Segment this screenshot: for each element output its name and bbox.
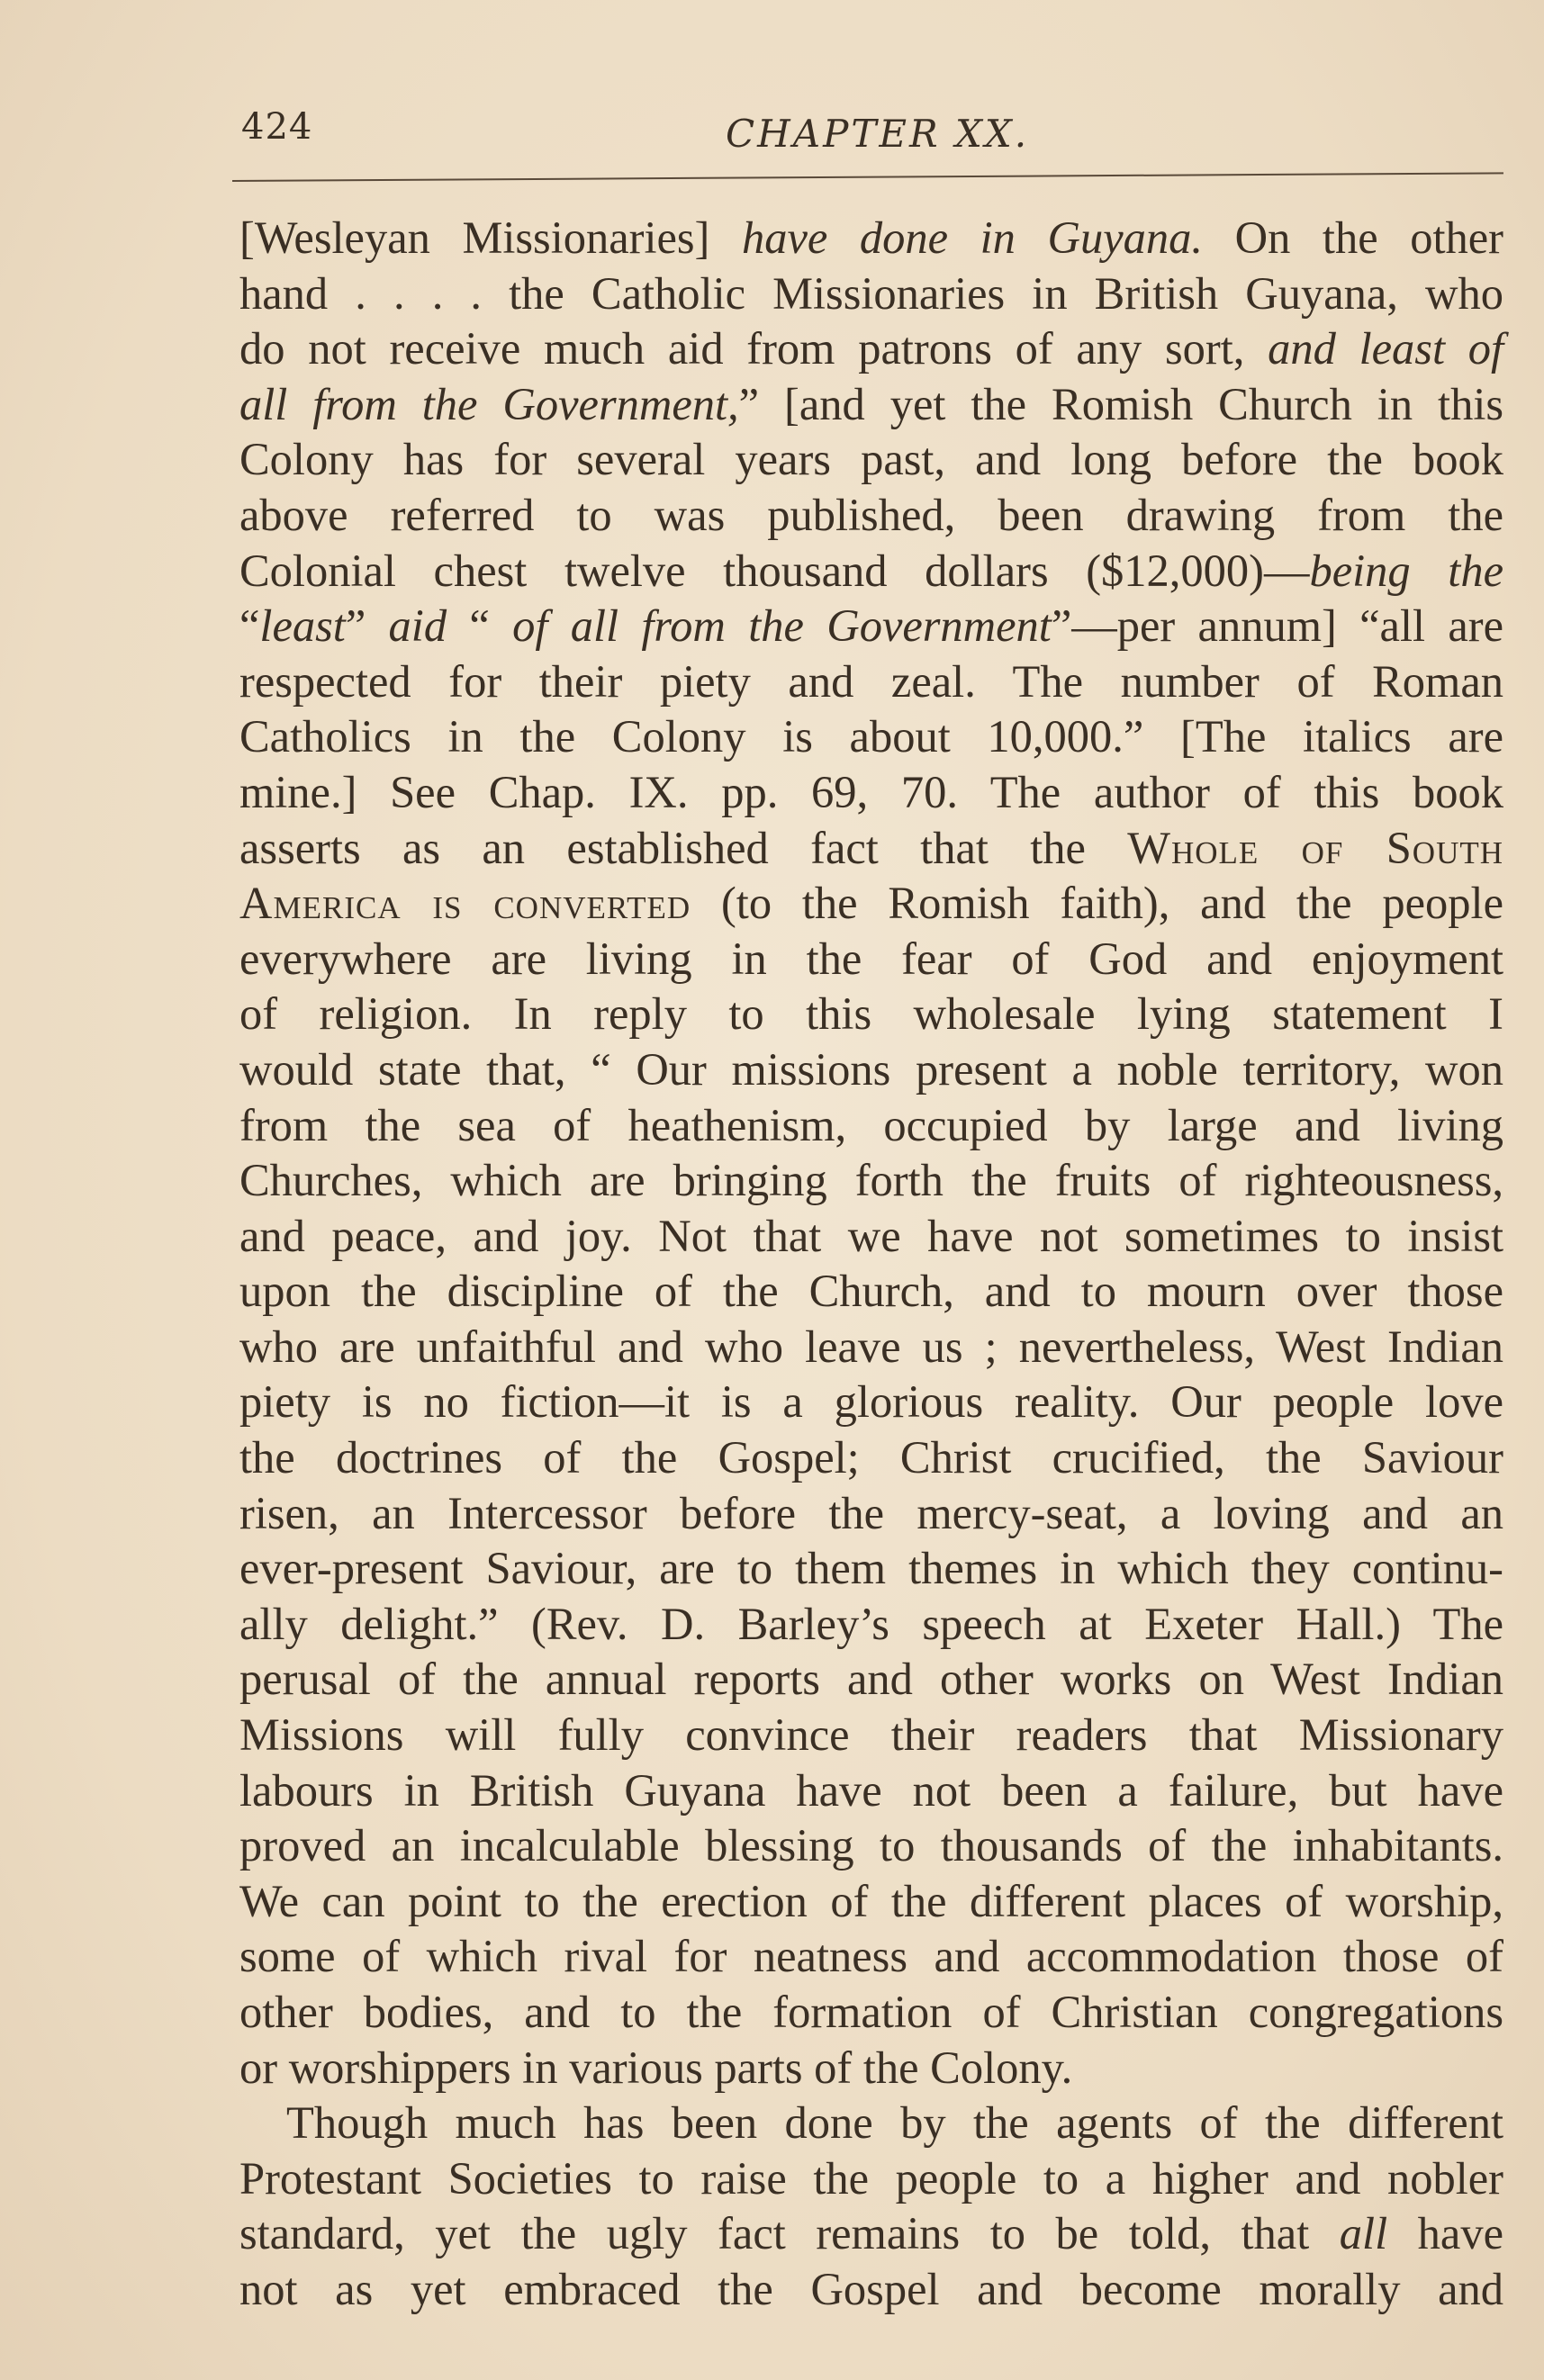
text-line bbox=[239, 1708, 1503, 1763]
text-segment: labours in British Guyana have not been a failure, but have bbox=[239, 1764, 1503, 1816]
text-segment: aid bbox=[388, 600, 447, 652]
text-segment: “ bbox=[447, 600, 513, 652]
text-segment: some of which rival for neatness and accommodation those of bbox=[239, 1931, 1503, 1982]
text-line bbox=[239, 654, 1503, 710]
text-line bbox=[239, 987, 1503, 1042]
text-line bbox=[239, 709, 1503, 765]
text-segment: who are unfaithful and who leave us ; nevertheless, West Indian bbox=[239, 1321, 1503, 1372]
text-line bbox=[239, 1818, 1503, 1874]
text-segment: Colonial chest twelve thousand dollars ($12,000)— bbox=[239, 545, 1310, 596]
text-segment: [Wesleyan Missionaries] bbox=[239, 212, 742, 263]
text-segment: asserts as an established fact that the bbox=[239, 822, 1128, 873]
text-line bbox=[239, 321, 1503, 377]
text-segment: America is converted bbox=[239, 878, 691, 929]
text-segment: least bbox=[259, 600, 346, 652]
page-header bbox=[241, 106, 1502, 160]
text-segment: other bodies, and to the formation of Christian congregations bbox=[239, 1987, 1503, 2037]
text-line bbox=[239, 1541, 1503, 1597]
text-line bbox=[239, 1430, 1503, 1486]
text-segment: or worshippers in various parts of the Colony. bbox=[239, 2042, 1073, 2093]
text-line bbox=[239, 1264, 1503, 1320]
text-segment: from the sea of heathenism, occupied by large and living bbox=[239, 1099, 1503, 1150]
text-segment: hand . . . . the Catholic Missionaries in British Guyana, who bbox=[239, 267, 1503, 319]
text-line bbox=[239, 2151, 1503, 2207]
text-line bbox=[239, 2041, 1503, 2096]
text-segment: Missions will fully convince their readers that Missionary bbox=[239, 1709, 1503, 1761]
text-line bbox=[239, 1874, 1503, 1930]
text-line bbox=[239, 2096, 1503, 2151]
text-line bbox=[239, 1153, 1503, 1209]
text-segment: ”—per annum] “all are bbox=[1051, 600, 1503, 652]
text-segment: respected for their piety and zeal. The number of Roman bbox=[239, 655, 1503, 707]
text-segment: and least of bbox=[1268, 323, 1503, 374]
text-line bbox=[239, 377, 1503, 433]
text-segment: risen, an Intercessor before the mercy-seat, a loving and an bbox=[239, 1487, 1503, 1538]
text-line bbox=[239, 488, 1503, 544]
text-segment: everywhere are living in the fear of God and enjoyment bbox=[239, 933, 1503, 984]
text-segment: Though much has been done by the agents of the different bbox=[286, 2097, 1503, 2149]
text-segment: Churches, which are bringing forth the fruits of righteousness, bbox=[239, 1155, 1503, 1206]
text-line bbox=[239, 1320, 1503, 1375]
text-segment: ever-present Saviour, are to them themes in which they continu- bbox=[239, 1543, 1503, 1594]
text-segment: upon the discipline of the Church, and to mourn over those bbox=[239, 1266, 1503, 1317]
text-segment: “ bbox=[239, 600, 260, 652]
text-segment: all from the Government, bbox=[239, 378, 739, 429]
text-segment: all bbox=[1339, 2208, 1388, 2259]
text-segment: have bbox=[1387, 2208, 1503, 2259]
text-line bbox=[239, 1652, 1503, 1708]
text-line bbox=[239, 544, 1503, 600]
text-segment: We can point to the erection of the different places of worship, bbox=[239, 1875, 1503, 1926]
text-segment: being the bbox=[1309, 545, 1503, 596]
text-segment: ally delight.” (Rev. D. Barley’s speech at Exeter Hall.) The bbox=[239, 1598, 1503, 1649]
text-segment: perusal of the annual reports and other works on West Indian bbox=[239, 1654, 1503, 1705]
text-line bbox=[239, 765, 1503, 821]
text-segment: have done in Guyana. bbox=[741, 212, 1204, 263]
text-segment: above referred to was published, been drawing from the bbox=[239, 489, 1503, 540]
text-line bbox=[239, 821, 1503, 877]
text-segment: Catholics in the Colony is about 10,000.” [The italics are bbox=[239, 711, 1503, 762]
text-line bbox=[239, 2262, 1503, 2318]
text-segment: not as yet embraced the Gospel and become morally and bbox=[239, 2263, 1503, 2314]
text-line bbox=[239, 1985, 1503, 2041]
text-line bbox=[239, 1486, 1503, 1542]
page-number: 424 bbox=[241, 106, 313, 148]
text-line bbox=[239, 2206, 1503, 2262]
text-segment: the doctrines of the Gospel; Christ crucified, the Saviour bbox=[239, 1432, 1503, 1483]
text-segment: Whole of South bbox=[1127, 822, 1504, 873]
text-segment: of religion. In reply to this wholesale lying statement I bbox=[239, 988, 1503, 1040]
text-segment: Protestant Societies to raise the people to a higher and nobler bbox=[239, 2152, 1503, 2204]
text-segment: piety is no fiction—it is a glorious reality. Our people love bbox=[239, 1376, 1503, 1428]
text-segment: proved an incalculable blessing to thousands of the inhabitants. bbox=[239, 1820, 1503, 1871]
text-line bbox=[239, 1209, 1503, 1265]
text-line bbox=[239, 432, 1503, 488]
text-line bbox=[239, 266, 1503, 322]
text-line bbox=[239, 1042, 1503, 1098]
text-line bbox=[239, 1763, 1503, 1819]
text-segment: mine.] See Chap. IX. pp. 69, 70. The author of this book bbox=[239, 766, 1503, 817]
text-segment: and peace, and joy. Not that we have not sometimes to insist bbox=[239, 1210, 1503, 1261]
text-segment: of all from the Government bbox=[512, 600, 1052, 652]
text-line bbox=[239, 1929, 1503, 1985]
text-segment: On the other bbox=[1203, 212, 1503, 263]
text-line bbox=[239, 1098, 1503, 1154]
text-line bbox=[239, 876, 1503, 932]
text-line bbox=[239, 1375, 1503, 1430]
text-line bbox=[239, 211, 1503, 266]
text-line bbox=[239, 599, 1503, 654]
text-segment: ” [and yet the Romish Church in this bbox=[738, 378, 1503, 429]
header-rule bbox=[232, 172, 1503, 182]
text-line bbox=[239, 1597, 1503, 1653]
text-segment: ” bbox=[345, 600, 389, 652]
text-segment: Colony has for several years past, and long before the book bbox=[239, 434, 1503, 485]
body-text bbox=[239, 211, 1503, 2318]
text-segment: (to the Romish faith), and the people bbox=[691, 878, 1503, 929]
text-segment: standard, yet the ugly fact remains to be told, that bbox=[239, 2208, 1340, 2259]
running-head: CHAPTER XX. bbox=[726, 112, 1030, 156]
text-segment: would state that, “ Our missions present a noble territory, won bbox=[239, 1043, 1503, 1095]
text-line bbox=[239, 932, 1503, 987]
text-segment: do not receive much aid from patrons of any sort, bbox=[239, 323, 1269, 374]
